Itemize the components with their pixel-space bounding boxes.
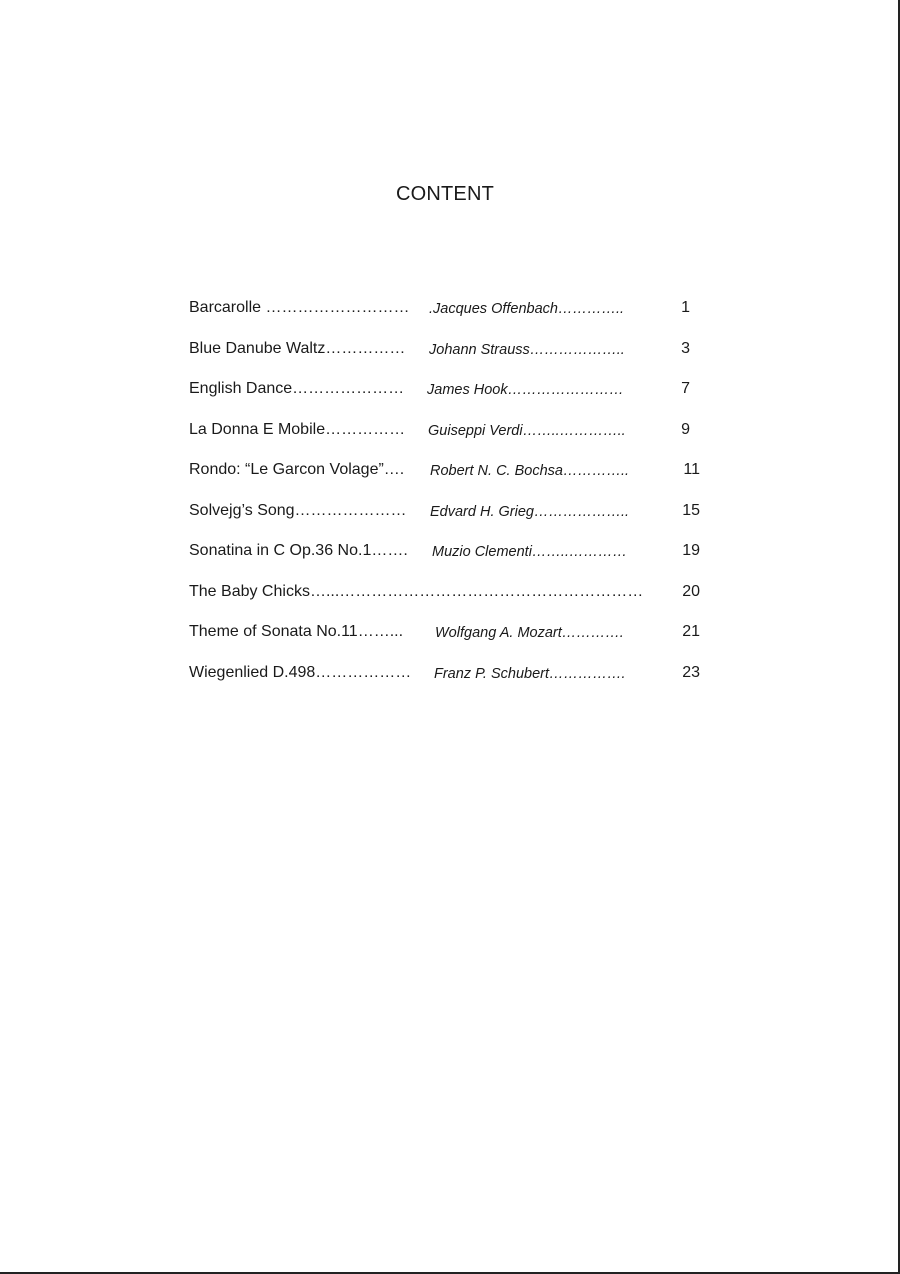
toc-entry-composer: Muzio Clementi……..………… <box>432 544 627 560</box>
toc-entry <box>189 661 709 702</box>
toc-entry-page: 21 <box>682 623 700 640</box>
toc-entry-composer: Edvard H. Grieg……………….. <box>430 503 630 520</box>
toc-entry-page: 3 <box>681 339 690 357</box>
toc-entry <box>189 377 709 418</box>
toc-entry-composer: Wolfgang A. Mozart…………. <box>435 625 624 641</box>
toc-entry-title: Solvejg’s Song………………… <box>189 501 407 519</box>
toc-entry <box>189 418 709 459</box>
toc-entry-title: Sonatina in C Op.36 No.1……. <box>189 542 408 559</box>
toc-entry <box>189 580 709 621</box>
toc-entry-title: Blue Danube Waltz…………… <box>189 339 406 357</box>
toc-entry-page: 11 <box>683 461 700 478</box>
toc-entry-composer: Guiseppi Verdi……..………….. <box>428 422 626 439</box>
toc-entry-title: Barcarolle ……………………… <box>189 299 410 316</box>
toc-entry-title: Theme of Sonata No.11……... <box>189 623 404 640</box>
toc-entry-page: 19 <box>682 542 700 559</box>
toc-entry-page: 7 <box>681 380 690 397</box>
toc-entry-composer: James Hook…………………… <box>427 382 624 398</box>
toc-entry-title: Wiegenlied D.498……………… <box>189 663 412 681</box>
toc-entry-page: 1 <box>681 299 690 316</box>
toc-entry-page: 20 <box>682 582 700 600</box>
toc-entry-page: 23 <box>682 663 700 681</box>
toc-entry <box>189 499 709 540</box>
table-of-contents <box>189 296 709 701</box>
toc-entry-page: 9 <box>681 420 690 438</box>
toc-entry <box>189 539 709 580</box>
toc-entry-title: English Dance………………… <box>189 380 405 397</box>
page-title: CONTENT <box>395 183 495 205</box>
toc-entry-title: La Donna E Mobile…………… <box>189 420 406 438</box>
toc-entry-composer: .Jacques Offenbach………….. <box>429 301 625 317</box>
toc-entry-page: 15 <box>682 501 700 519</box>
toc-entry <box>189 337 709 378</box>
toc-entry-title: Rondo: “Le Garcon Volage”…. <box>189 461 405 478</box>
toc-entry-composer: Robert N. C. Bochsa………….. <box>430 463 630 479</box>
toc-entry-composer: Franz P. Schubert……………. <box>434 665 626 682</box>
toc-entry-composer: Johann Strauss……………….. <box>429 341 625 358</box>
toc-entry <box>189 458 709 499</box>
toc-entry-title: The Baby Chicks…...………………………………………………… <box>189 582 644 600</box>
toc-entry <box>189 296 709 337</box>
toc-entry <box>189 620 709 661</box>
